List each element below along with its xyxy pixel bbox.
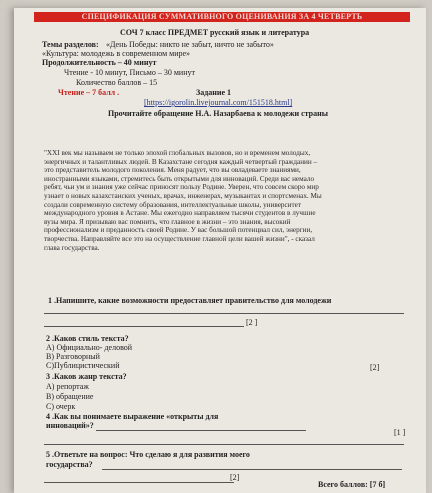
answer-line-4[interactable] [96, 430, 306, 431]
q2-option-b: В) Разговорный [46, 352, 100, 361]
passage-line: это представитель молодого поколения. Меня радует, что вы овладеваете знаниями, [44, 166, 301, 175]
question-1: 1 .Напишите, какие возможности предоставляет правительство для молодежи [48, 296, 332, 305]
header-band-text: СПЕЦИФИКАЦИЯ СУММАТИВНОГО ОЦЕНИВАНИЯ ЗА 4 ЧЕТВЕРТЬ [81, 12, 363, 21]
question-5-points: [2] [230, 473, 240, 482]
question-3: 3 .Каков жанр текста? [46, 372, 127, 381]
answer-line-5[interactable] [102, 469, 402, 470]
topics-value-2: «Культура: молодежь в современном мире» [42, 49, 191, 58]
answer-line-1[interactable] [44, 313, 404, 314]
question-5-cont: государства? [46, 460, 93, 469]
topics-label: Темы разделов: [42, 40, 99, 49]
passage-line: творчества. Направляйте все это на осуществление главной цели вашей жизни", - сказал [44, 234, 315, 243]
worksheet-page [14, 8, 426, 493]
answer-line-4b[interactable] [44, 444, 404, 445]
passage-line: узнает о новых казахстанских ученых, врачах, инженерах, музыкантах и спортсменах. Мы [44, 191, 322, 200]
passage-line: энергичных и талантливых людей. В Казахстане сегодня каждый четвертый гражданин – [44, 157, 318, 166]
header-line: СОЧ 7 класс ПРЕДМЕТ русский язык и литература [120, 28, 310, 37]
question-4-points: [1 ] [394, 428, 406, 437]
reading-writing-time: Чтение - 10 минут, Письмо – 30 минут [64, 68, 195, 77]
question-1-points: [2 ] [246, 318, 258, 327]
passage-line: "XXI век мы называем не только эпохой глобальных вызовов, но и временем молодых, [44, 149, 311, 157]
reading-points: Чтение – 7 балл . [58, 88, 120, 97]
question-4: 4 .Как вы понимаете выражение «открыты для [46, 412, 219, 421]
q3-option-b: В) обращение [46, 392, 94, 401]
q2-option-c: С)Публицистический [46, 361, 120, 370]
question-2: 2 .Каков стиль текста? [46, 334, 129, 343]
answer-line-5b[interactable] [44, 482, 234, 483]
passage-line: глава государства. [44, 243, 100, 252]
passage [44, 149, 412, 252]
passage-line: вузы мира. Я призываю вас помнить, что главное в жизни – это знания, высокий [44, 217, 291, 226]
q2-option-a: А) Официально- деловой [46, 343, 133, 352]
question-5: 5 .Ответьте на вопрос: Что сделаю я для развития моего [46, 450, 250, 459]
task-label: Задание 1 [196, 88, 232, 97]
answer-line-1b[interactable] [44, 326, 244, 327]
instruction: Прочитайте обращение Н.А. Назарбаева к молодежи страны [108, 109, 328, 118]
passage-line: создали современную систему образования, интеллектуальные школы, университет [44, 200, 302, 209]
question-4-cont: инноваций»? [46, 421, 94, 430]
passage-line: профессионализм и преданность своей Родине. У вас большой потенциал сил, энергии, [44, 226, 313, 235]
passage-line: ребят, чьи ум и знания уже сейчас приносят пользу Родине. Уверен, что совсем скоро мир [44, 183, 319, 192]
points-count: Количество баллов – 15 [76, 78, 158, 87]
passage-line: иностранными языками, стремитесь быть открытыми для инноваций. Среди вас немало [44, 174, 315, 183]
q3-option-a: А) репортаж [46, 382, 89, 391]
q3-option-c: С) очерк [46, 402, 76, 411]
header-band [34, 12, 410, 22]
total-points: Всего баллов: [7 б] [318, 480, 386, 489]
question-2-points: [2] [370, 363, 380, 372]
passage-line: международного уровня в Астане. Мы ежегодно направляем тысячи студентов в лучшие [44, 209, 316, 218]
source-link[interactable]: [https://igorolin.livejournal.com/151518.html] [144, 98, 293, 107]
topics-value: «День Победы: никто не забыт, ничто не забыто» [106, 40, 274, 49]
duration: Продолжительность – 40 минут [42, 58, 157, 67]
